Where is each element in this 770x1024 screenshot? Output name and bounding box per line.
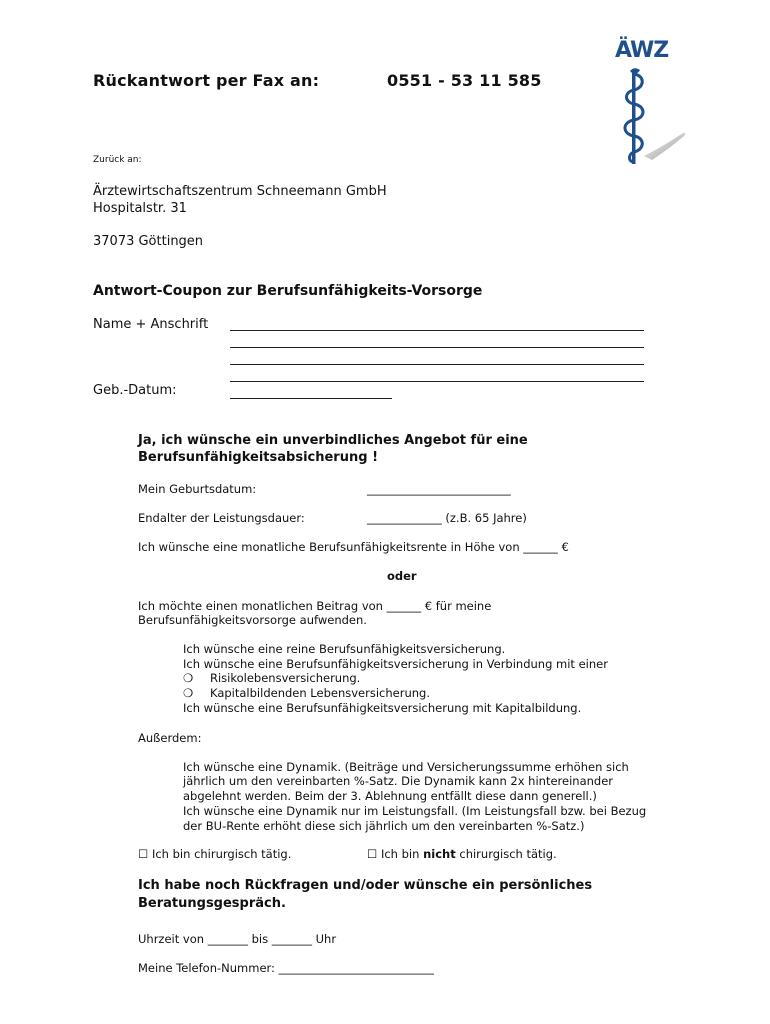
contribution-line2: Berufsunfähigkeitsvorsorge aufwenden. (138, 613, 367, 627)
name-address-field-3[interactable] (230, 364, 644, 365)
fax-number: 0551 - 53 11 585 (387, 71, 542, 90)
company-name: Ärztewirtschaftszentrum Schneemann GmbH (93, 184, 387, 199)
dynamic-option-line3: abgelehnt werden. Beim der 3. Ablehnung entfällt diese dann generell.) (183, 789, 597, 803)
additional-label: Außerdem: (138, 731, 202, 745)
name-address-field-2[interactable] (230, 347, 644, 348)
surgical-yes-label: Ich bin chirurgisch tätig. (151, 847, 292, 861)
name-address-label: Name + Anschrift (93, 317, 209, 332)
coupon-title: Antwort-Coupon zur Berufsunfähigkeits-Vorsorge (93, 283, 483, 299)
contact-heading-line2: Beratungsgespräch. (138, 896, 286, 911)
surgical-no-prefix: Ich bin (380, 847, 420, 861)
end-age-label: Endalter der Leistungsdauer: (138, 511, 305, 525)
dynamic-option-line2: jährlich um den vereinbarten %-Satz. Die Dynamik kann 2x hintereinander (183, 774, 614, 788)
offer-heading-line1: Ja, ich wünsche ein unverbindliches Angebot für eine (138, 433, 528, 448)
option-bu-capital[interactable]: Ich wünsche eine Berufsunfähigkeitsversicherung mit Kapitalbildung. (183, 701, 582, 715)
name-address-field-1[interactable] (230, 330, 644, 331)
checkbox-icon[interactable]: ☐ (138, 847, 149, 861)
dynamic-option-line1[interactable]: Ich wünsche eine Dynamik. (Beiträge und Versicherungssumme erhöhen sich (183, 760, 629, 774)
option-pure-bu[interactable]: Ich wünsche eine reine Berufsunfähigkeitsversicherung. (183, 642, 506, 656)
contact-heading-line1: Ich habe noch Rückfragen und/oder wünsche ein persönliches (138, 878, 593, 893)
offer-heading-line2: Berufsunfähigkeitsabsicherung ! (138, 450, 378, 465)
surgical-no[interactable] (367, 847, 557, 862)
callback-time-line[interactable]: Uhrzeit von _______ bis _______ Uhr (138, 932, 337, 946)
option-risk-life-label: Risikolebensversicherung. (210, 671, 361, 685)
fax-label: Rückantwort per Fax an: (93, 71, 320, 90)
radio-risk-life[interactable]: ❍ (183, 671, 194, 685)
surgical-yes[interactable] (138, 847, 291, 862)
pension-amount-line[interactable]: Ich wünsche eine monatliche Berufsunfähigkeitsrente in Höhe von ______ € (138, 540, 569, 554)
return-label: Zurück an: (93, 155, 142, 165)
option-bu-combined[interactable]: Ich wünsche eine Berufsunfähigkeitsversicherung in Verbindung mit einer (183, 657, 608, 671)
end-age-field[interactable]: _____________ (z.B. 65 Jahre) (367, 511, 527, 525)
logo-text: ÄWZ (615, 38, 669, 63)
checkbox-icon[interactable]: ☐ (367, 847, 378, 861)
name-address-field-4[interactable] (230, 381, 644, 382)
birthdate-field[interactable]: _________________________ (367, 482, 511, 496)
dob-label: Geb.-Datum: (93, 383, 177, 398)
radio-capital-life[interactable]: ❍ (183, 686, 194, 700)
aewz-logo (600, 38, 700, 173)
oder-separator: oder (387, 569, 417, 583)
company-city: 37073 Göttingen (93, 234, 204, 249)
dynamic-benefit-line2: der BU-Rente erhöht diese sich jährlich um den vereinbarten %-Satz.) (183, 819, 585, 833)
surgical-no-bold: nicht (423, 847, 456, 861)
option-capital-life-label: Kapitalbildenden Lebensversicherung. (210, 686, 430, 700)
surgical-no-suffix: chirurgisch tätig. (459, 847, 557, 861)
contribution-line1[interactable]: Ich möchte einen monatlichen Beitrag von ______ € für meine (138, 599, 492, 613)
dynamic-benefit-line1[interactable]: Ich wünsche eine Dynamik nur im Leistungsfall. (Im Leistungsfall bzw. bei Bezug (183, 804, 647, 818)
phone-number-line[interactable]: Meine Telefon-Nummer: ___________________________ (138, 961, 434, 975)
dob-field[interactable] (230, 398, 392, 399)
aesculapius-staff-icon (600, 38, 700, 173)
birthdate-label: Mein Geburtsdatum: (138, 482, 257, 496)
company-street: Hospitalstr. 31 (93, 201, 187, 216)
